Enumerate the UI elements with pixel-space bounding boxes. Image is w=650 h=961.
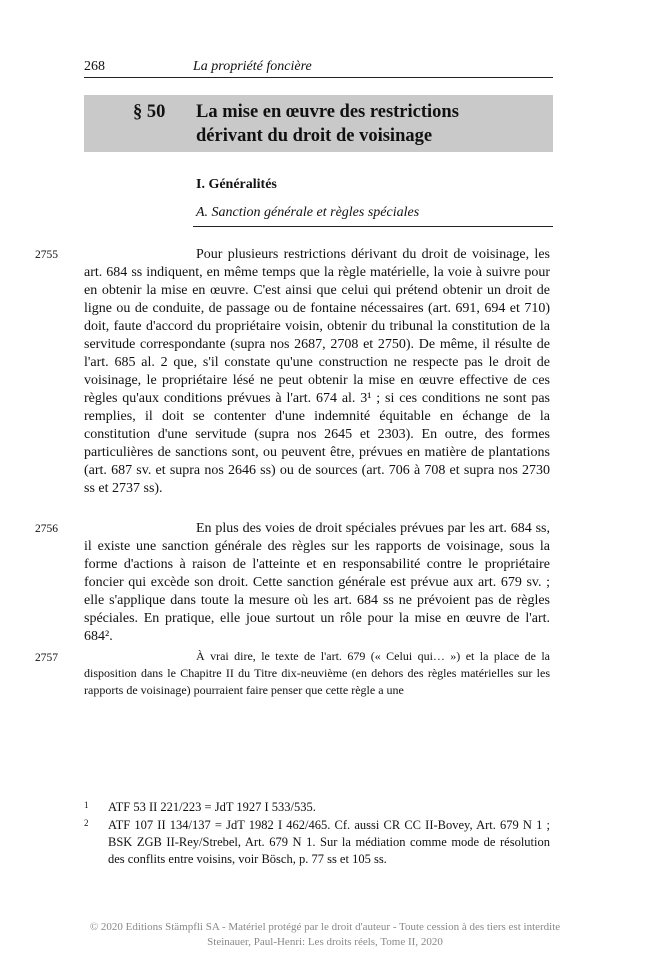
footnote-text: ATF 53 II 221/223 = JdT 1927 I 533/535. [108, 800, 316, 814]
footnote-mark: 2 [84, 818, 89, 828]
header-rule [84, 77, 553, 78]
section-title-line2: dérivant du droit de voisinage [196, 126, 433, 146]
section-title-line1: La mise en œuvre des restrictions [196, 102, 459, 122]
footnote-text: ATF 107 II 134/137 = JdT 1982 I 462/465. Cf. aussi CR CC II-Bovey, Art. 679 N 1 ; BSK ZGB II-Rey/Strebel, Art. 679 N 1. Sur la médiation comme mode de résolution des conflits entre voisins, voir Bösch, p. 77 ss et 105 ss. [108, 818, 550, 866]
paragraph-2755: Pour plusieurs restrictions dérivant du droit de voisinage, les art. 684 ss indiquent, en même temps que la règle matérielle, la voie à suivre pour en obtenir la mise en œuvre. C'est ainsi que celui qui prétend obtenir un droit de ligne ou de conduite, de passage ou de fontaine nécessaires (art. 691, 694 et 710) doit, faute d'accord du propriétaire voisin, obtenir du tribunal la constitution de la servitude correspondante (supra nos 2687, 2708 et 2750). De même, il résulte de l'art. 685 al. 2 que, s'il constate qu'une construction ne respecte pas le droit de voisinage, le propriétaire lésé ne peut obtenir la mise en œuvre effective de ces règles qu'aux conditions prévues à l'art. 674 al. 3¹ ; si ces conditions ne sont pas remplies, il doit se contenter d'une indemnité équitable en échange de la constitution d'une servitude (supra nos 2645 et 2303). En outre, des formes particulières de sanctions sont, ou peuvent être, prévues en matière de plantations (art. 687 sv. et supra nos 2646 ss) ou de sources (art. 706 à 708 et supra nos 2730 ss et 2737 ss). [84, 247, 550, 496]
copyright-notice: © 2020 Editions Stämpfli SA - Matériel protégé par le droit d'auteur - Toute cession à des tiers est interdite [89, 921, 561, 933]
source-notice: Steinauer, Paul-Henri: Les droits réels, Tome II, 2020 [207, 936, 443, 948]
paragraph-2756: En plus des voies de droit spéciales prévues par les art. 684 ss, il existe une sanction générale des règles sur les rapports de voisinage, sous la forme d'actions à raison de l'atteinte et en responsabilité contre le propriétaire foncier qui excède son droit. Cette sanction générale est prévue aux art. 679 sv. ; elle s'applique dans toute la mesure où les art. 684 ss ne prévoient pas de règles spéciales. En pratique, elle joue surtout un rôle pour la mise en œuvre de l'art. 684². [84, 521, 550, 644]
section-number: § 50 [133, 102, 166, 122]
paragraph-2757: À vrai dire, le texte de l'art. 679 (« Celui qui… ») et la place de la disposition dans le Chapitre II du Titre dix-neuvième (en dehors des règles matérielles sur les rapports de voisinage) pourraient faire penser que cette règle a une [84, 649, 550, 697]
heading-rule [193, 226, 553, 227]
margin-number: 2756 [35, 523, 58, 535]
footnote-mark: 1 [84, 800, 89, 810]
section-title [196, 100, 541, 148]
page-number: 268 [84, 59, 105, 74]
running-title: La propriété foncière [193, 59, 312, 74]
heading-level1: I. Généralités [196, 177, 277, 192]
margin-number: 2757 [35, 652, 58, 664]
heading-level2: A. Sanction générale et règles spéciales [196, 205, 420, 220]
margin-number: 2755 [35, 249, 58, 261]
